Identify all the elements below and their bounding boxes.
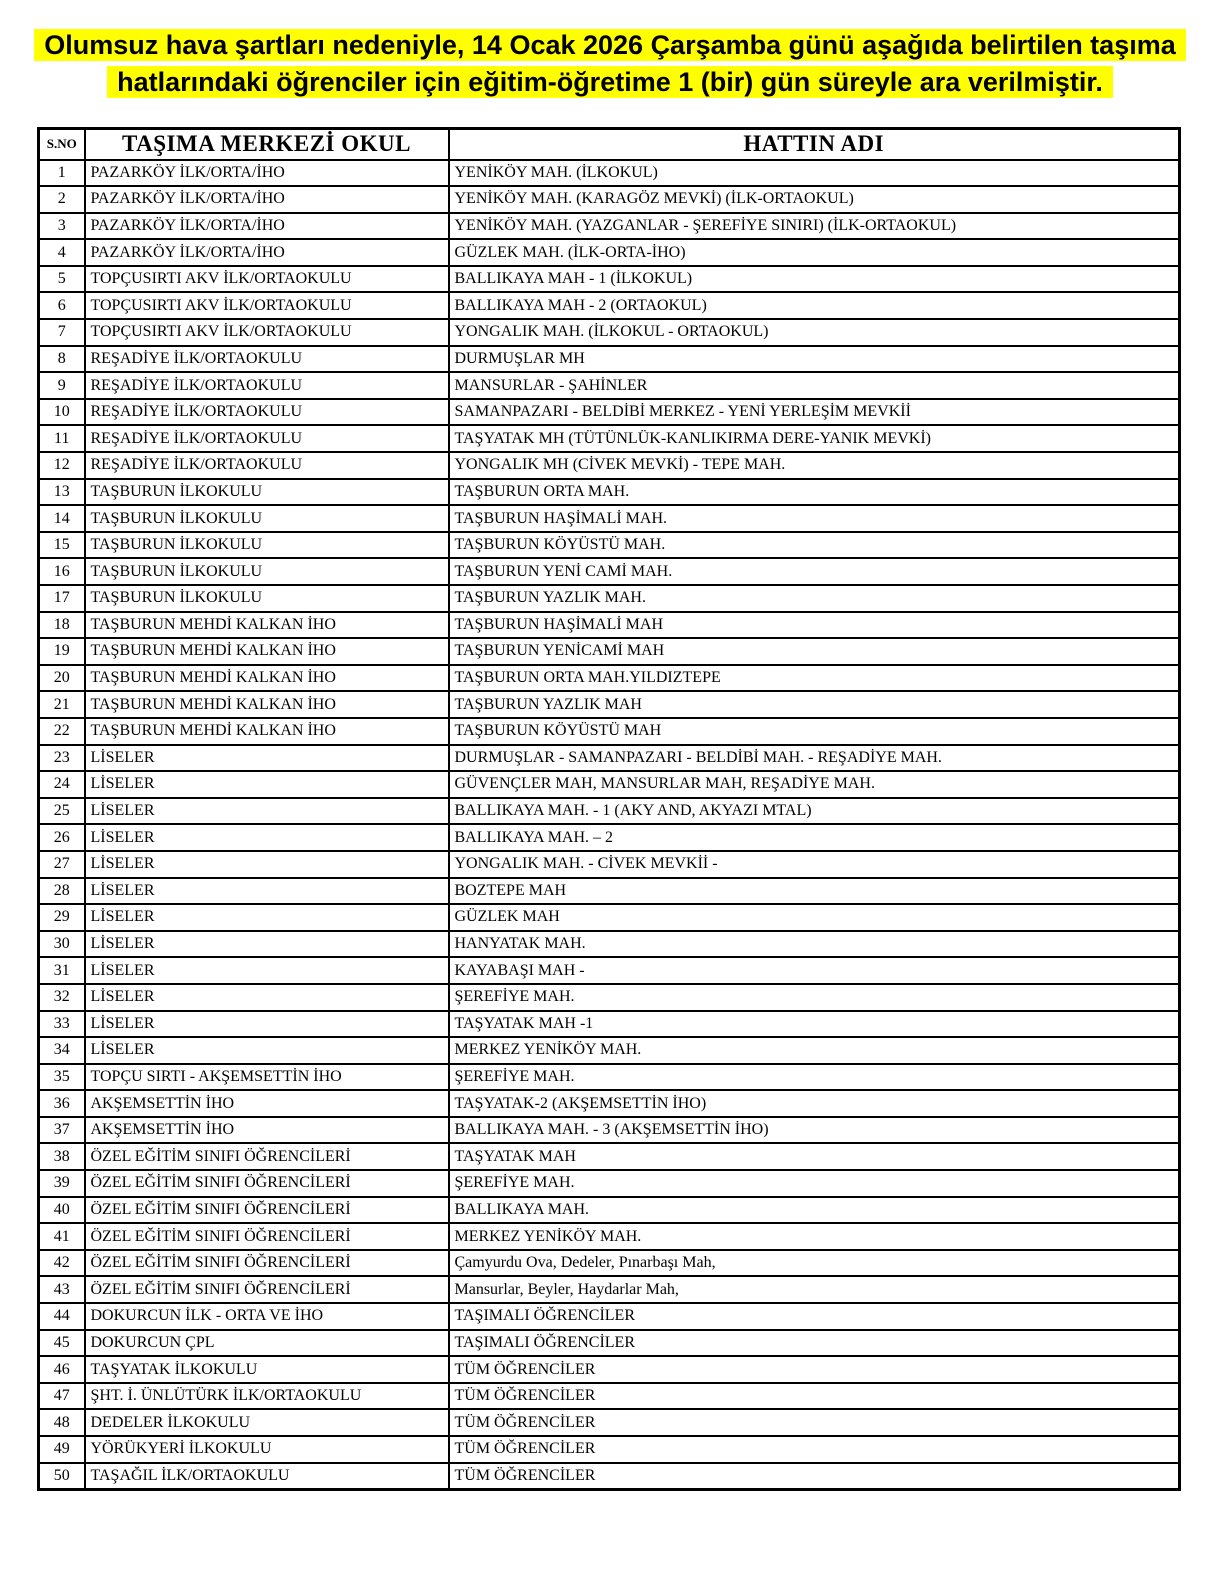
table-row — [39, 479, 1180, 506]
line-name-cell: YONGALIK MAH. - CİVEK MEVKİİ - — [449, 851, 1180, 878]
table-row — [39, 239, 1180, 266]
table-row — [39, 372, 1180, 399]
line-name-cell: KAYABAŞI MAH - — [449, 957, 1180, 984]
line-name-cell: TÜM ÖĞRENCİLER — [449, 1383, 1180, 1410]
school-cell: TAŞBURUN İLKOKULU — [85, 505, 449, 532]
header-serial-number: S.NO — [39, 129, 85, 160]
table-row — [39, 1303, 1180, 1330]
line-name-cell: YONGALIK MAH. (İLKOKUL - ORTAOKUL) — [449, 319, 1180, 346]
table-header — [39, 129, 1180, 160]
table-row — [39, 1117, 1180, 1144]
line-name-cell: TAŞBURUN HAŞİMALİ MAH. — [449, 505, 1180, 532]
school-cell: ÖZEL EĞİTİM SINIFI ÖĞRENCİLERİ — [85, 1197, 449, 1224]
school-cell: LİSELER — [85, 1037, 449, 1064]
line-name-cell: YENİKÖY MAH. (KARAGÖZ MEVKİ) (İLK-ORTAOKUL) — [449, 186, 1180, 213]
table-row — [39, 984, 1180, 1011]
header-central-school: TAŞIMA MERKEZİ OKUL — [85, 129, 449, 160]
line-name-cell: YONGALIK MH (CİVEK MEVKİ) - TEPE MAH. — [449, 452, 1180, 479]
line-name-cell: TAŞBURUN ORTA MAH. — [449, 479, 1180, 506]
serial-number-cell: 29 — [39, 904, 85, 931]
line-name-cell: TAŞBURUN YAZLIK MAH. — [449, 585, 1180, 612]
school-cell: REŞADİYE İLK/ORTAOKULU — [85, 452, 449, 479]
table-row — [39, 931, 1180, 958]
table-row — [39, 346, 1180, 373]
serial-number-cell: 31 — [39, 957, 85, 984]
serial-number-cell: 35 — [39, 1064, 85, 1091]
table-row — [39, 851, 1180, 878]
serial-number-cell: 27 — [39, 851, 85, 878]
line-name-cell: TAŞYATAK MH (TÜTÜNLÜK-KANLIKIRMA DERE-YANIK MEVKİ) — [449, 425, 1180, 452]
school-cell: YÖRÜKYERİ İLKOKULU — [85, 1436, 449, 1463]
line-name-cell: TÜM ÖĞRENCİLER — [449, 1436, 1180, 1463]
table-row — [39, 1356, 1180, 1383]
line-name-cell: TÜM ÖĞRENCİLER — [449, 1463, 1180, 1490]
table-row — [39, 425, 1180, 452]
line-name-cell: MANSURLAR - ŞAHİNLER — [449, 372, 1180, 399]
table-row — [39, 319, 1180, 346]
serial-number-cell: 2 — [39, 186, 85, 213]
line-name-cell: ŞEREFİYE MAH. — [449, 1170, 1180, 1197]
school-cell: LİSELER — [85, 1011, 449, 1038]
line-name-cell: TAŞBURUN YENİ CAMİ MAH. — [449, 558, 1180, 585]
school-cell: TOPÇUSIRTI AKV İLK/ORTAOKULU — [85, 266, 449, 293]
table-row — [39, 1064, 1180, 1091]
school-cell: PAZARKÖY İLK/ORTA/İHO — [85, 186, 449, 213]
table-row — [39, 1383, 1180, 1410]
table-row — [39, 1197, 1180, 1224]
serial-number-cell: 19 — [39, 638, 85, 665]
school-cell: LİSELER — [85, 957, 449, 984]
serial-number-cell: 42 — [39, 1250, 85, 1277]
school-cell: REŞADİYE İLK/ORTAOKULU — [85, 346, 449, 373]
school-cell: TAŞBURUN MEHDİ KALKAN İHO — [85, 718, 449, 745]
school-cell: LİSELER — [85, 771, 449, 798]
school-cell: TAŞBURUN İLKOKULU — [85, 479, 449, 506]
line-name-cell: BALLIKAYA MAH - 2 (ORTAOKUL) — [449, 292, 1180, 319]
school-cell: LİSELER — [85, 984, 449, 1011]
line-name-cell: TAŞBURUN HAŞİMALİ MAH — [449, 612, 1180, 639]
serial-number-cell: 45 — [39, 1330, 85, 1357]
serial-number-cell: 24 — [39, 771, 85, 798]
school-cell: REŞADİYE İLK/ORTAOKULU — [85, 425, 449, 452]
serial-number-cell: 14 — [39, 505, 85, 532]
school-cell: AKŞEMSETTİN İHO — [85, 1117, 449, 1144]
line-name-cell: DURMUŞLAR MH — [449, 346, 1180, 373]
serial-number-cell: 28 — [39, 878, 85, 905]
serial-number-cell: 38 — [39, 1143, 85, 1170]
school-cell: LİSELER — [85, 851, 449, 878]
serial-number-cell: 50 — [39, 1463, 85, 1490]
school-cell: PAZARKÖY İLK/ORTA/İHO — [85, 239, 449, 266]
line-name-cell: GÜZLEK MAH. (İLK-ORTA-İHO) — [449, 239, 1180, 266]
serial-number-cell: 49 — [39, 1436, 85, 1463]
line-name-cell: MERKEZ YENİKÖY MAH. — [449, 1037, 1180, 1064]
serial-number-cell: 44 — [39, 1303, 85, 1330]
line-name-cell: TAŞBURUN KÖYÜSTÜ MAH. — [449, 532, 1180, 559]
line-name-cell: BALLIKAYA MAH. – 2 — [449, 824, 1180, 851]
serial-number-cell: 46 — [39, 1356, 85, 1383]
school-cell: LİSELER — [85, 878, 449, 905]
serial-number-cell: 20 — [39, 665, 85, 692]
serial-number-cell: 18 — [39, 612, 85, 639]
school-cell: ÖZEL EĞİTİM SINIFI ÖĞRENCİLERİ — [85, 1170, 449, 1197]
table-row — [39, 1276, 1180, 1303]
school-cell: TAŞYATAK İLKOKULU — [85, 1356, 449, 1383]
serial-number-cell: 6 — [39, 292, 85, 319]
serial-number-cell: 21 — [39, 691, 85, 718]
serial-number-cell: 26 — [39, 824, 85, 851]
school-cell: ÖZEL EĞİTİM SINIFI ÖĞRENCİLERİ — [85, 1276, 449, 1303]
table-row — [39, 957, 1180, 984]
table-row — [39, 612, 1180, 639]
school-cell: LİSELER — [85, 904, 449, 931]
table-row — [39, 718, 1180, 745]
line-name-cell: TAŞYATAK-2 (AKŞEMSETTİN İHO) — [449, 1090, 1180, 1117]
school-cell: TAŞBURUN İLKOKULU — [85, 532, 449, 559]
line-name-cell: TAŞBURUN YENİCAMİ MAH — [449, 638, 1180, 665]
school-cell: DOKURCUN ÇPL — [85, 1330, 449, 1357]
school-cell: AKŞEMSETTİN İHO — [85, 1090, 449, 1117]
table-row — [39, 505, 1180, 532]
school-cell: LİSELER — [85, 824, 449, 851]
table-row — [39, 824, 1180, 851]
serial-number-cell: 37 — [39, 1117, 85, 1144]
serial-number-cell: 3 — [39, 213, 85, 240]
school-cell: ŞHT. İ. ÜNLÜTÜRK İLK/ORTAOKULU — [85, 1383, 449, 1410]
serial-number-cell: 8 — [39, 346, 85, 373]
school-cell: DEDELER İLKOKULU — [85, 1409, 449, 1436]
table-row — [39, 213, 1180, 240]
table-row — [39, 1463, 1180, 1490]
table-row — [39, 585, 1180, 612]
school-cell: TAŞBURUN MEHDİ KALKAN İHO — [85, 665, 449, 692]
school-cell: PAZARKÖY İLK/ORTA/İHO — [85, 160, 449, 187]
school-cell: REŞADİYE İLK/ORTAOKULU — [85, 372, 449, 399]
table-row — [39, 1223, 1180, 1250]
school-cell: PAZARKÖY İLK/ORTA/İHO — [85, 213, 449, 240]
school-cell: ÖZEL EĞİTİM SINIFI ÖĞRENCİLERİ — [85, 1143, 449, 1170]
line-name-cell: TÜM ÖĞRENCİLER — [449, 1409, 1180, 1436]
serial-number-cell: 30 — [39, 931, 85, 958]
line-name-cell: YENİKÖY MAH. (YAZGANLAR - ŞEREFİYE SINIRI) (İLK-ORTAOKUL) — [449, 213, 1180, 240]
header-line-name: HATTIN ADI — [449, 129, 1180, 160]
line-name-cell: Çamyurdu Ova, Dedeler, Pınarbaşı Mah, — [449, 1250, 1180, 1277]
line-name-cell: BALLIKAYA MAH. - 1 (AKY AND, AKYAZI MTAL) — [449, 798, 1180, 825]
line-name-cell: TAŞYATAK MAH — [449, 1143, 1180, 1170]
school-cell: REŞADİYE İLK/ORTAOKULU — [85, 399, 449, 426]
serial-number-cell: 13 — [39, 479, 85, 506]
line-name-cell: GÜVENÇLER MAH, MANSURLAR MAH, REŞADİYE MAH. — [449, 771, 1180, 798]
table-row — [39, 532, 1180, 559]
line-name-cell: Mansurlar, Beyler, Haydarlar Mah, — [449, 1276, 1180, 1303]
serial-number-cell: 41 — [39, 1223, 85, 1250]
line-name-cell: YENİKÖY MAH. (İLKOKUL) — [449, 160, 1180, 187]
table-row — [39, 1011, 1180, 1038]
school-cell: TAŞBURUN İLKOKULU — [85, 585, 449, 612]
school-cell: ÖZEL EĞİTİM SINIFI ÖĞRENCİLERİ — [85, 1223, 449, 1250]
transport-routes-table — [37, 127, 1181, 1491]
table-row — [39, 292, 1180, 319]
school-cell: TAŞBURUN MEHDİ KALKAN İHO — [85, 691, 449, 718]
announcement-line-1: Olumsuz hava şartları nedeniyle, 14 Ocak 2026 Çarşamba günü aşağıda belirtilen taşıma — [34, 29, 1185, 61]
table-row — [39, 1037, 1180, 1064]
announcement-line-2: hatlarındaki öğrenciler için eğitim-öğretime 1 (bir) gün süreyle ara verilmiştir. — [107, 66, 1113, 98]
serial-number-cell: 34 — [39, 1037, 85, 1064]
school-cell: TAŞAĞIL İLK/ORTAOKULU — [85, 1463, 449, 1490]
table-row — [39, 1330, 1180, 1357]
table-row — [39, 665, 1180, 692]
line-name-cell: TAŞBURUN YAZLIK MAH — [449, 691, 1180, 718]
table-row — [39, 771, 1180, 798]
line-name-cell: TAŞIMALI ÖĞRENCİLER — [449, 1303, 1180, 1330]
table-row — [39, 798, 1180, 825]
line-name-cell: TAŞBURUN ORTA MAH.YILDIZTEPE — [449, 665, 1180, 692]
table-row — [39, 745, 1180, 772]
table-row — [39, 1436, 1180, 1463]
serial-number-cell: 39 — [39, 1170, 85, 1197]
serial-number-cell: 12 — [39, 452, 85, 479]
table-row — [39, 399, 1180, 426]
serial-number-cell: 32 — [39, 984, 85, 1011]
table-row — [39, 1143, 1180, 1170]
serial-number-cell: 16 — [39, 558, 85, 585]
serial-number-cell: 1 — [39, 160, 85, 187]
table-row — [39, 1090, 1180, 1117]
line-name-cell: BOZTEPE MAH — [449, 878, 1180, 905]
school-cell: TOPÇU SIRTI - AKŞEMSETTİN İHO — [85, 1064, 449, 1091]
table-row — [39, 638, 1180, 665]
serial-number-cell: 11 — [39, 425, 85, 452]
school-cell: LİSELER — [85, 931, 449, 958]
table-row — [39, 558, 1180, 585]
school-cell: TOPÇUSIRTI AKV İLK/ORTAOKULU — [85, 292, 449, 319]
school-cell: TAŞBURUN İLKOKULU — [85, 558, 449, 585]
serial-number-cell: 15 — [39, 532, 85, 559]
school-cell: TAŞBURUN MEHDİ KALKAN İHO — [85, 638, 449, 665]
serial-number-cell: 22 — [39, 718, 85, 745]
table-row — [39, 691, 1180, 718]
line-name-cell: TÜM ÖĞRENCİLER — [449, 1356, 1180, 1383]
line-name-cell: ŞEREFİYE MAH. — [449, 984, 1180, 1011]
table-row — [39, 160, 1180, 187]
serial-number-cell: 40 — [39, 1197, 85, 1224]
school-cell: ÖZEL EĞİTİM SINIFI ÖĞRENCİLERİ — [85, 1250, 449, 1277]
school-cell: LİSELER — [85, 745, 449, 772]
line-name-cell: MERKEZ YENİKÖY MAH. — [449, 1223, 1180, 1250]
table-row — [39, 452, 1180, 479]
table-row — [39, 1250, 1180, 1277]
table-header-row — [39, 129, 1180, 160]
table-row — [39, 266, 1180, 293]
table-row — [39, 1409, 1180, 1436]
serial-number-cell: 23 — [39, 745, 85, 772]
line-name-cell: TAŞYATAK MAH -1 — [449, 1011, 1180, 1038]
line-name-cell: ŞEREFİYE MAH. — [449, 1064, 1180, 1091]
line-name-cell: HANYATAK MAH. — [449, 931, 1180, 958]
school-cell: DOKURCUN İLK - ORTA VE İHO — [85, 1303, 449, 1330]
serial-number-cell: 33 — [39, 1011, 85, 1038]
serial-number-cell: 36 — [39, 1090, 85, 1117]
table-body — [39, 160, 1180, 1490]
serial-number-cell: 47 — [39, 1383, 85, 1410]
line-name-cell: DURMUŞLAR - SAMANPAZARI - BELDİBİ MAH. - REŞADİYE MAH. — [449, 745, 1180, 772]
serial-number-cell: 48 — [39, 1409, 85, 1436]
school-cell: TAŞBURUN MEHDİ KALKAN İHO — [85, 612, 449, 639]
serial-number-cell: 7 — [39, 319, 85, 346]
line-name-cell: TAŞBURUN KÖYÜSTÜ MAH — [449, 718, 1180, 745]
serial-number-cell: 25 — [39, 798, 85, 825]
line-name-cell: GÜZLEK MAH — [449, 904, 1180, 931]
line-name-cell: BALLIKAYA MAH. — [449, 1197, 1180, 1224]
line-name-cell: TAŞIMALI ÖĞRENCİLER — [449, 1330, 1180, 1357]
line-name-cell: BALLIKAYA MAH - 1 (İLKOKUL) — [449, 266, 1180, 293]
serial-number-cell: 17 — [39, 585, 85, 612]
table-row — [39, 1170, 1180, 1197]
serial-number-cell: 9 — [39, 372, 85, 399]
serial-number-cell: 43 — [39, 1276, 85, 1303]
line-name-cell: BALLIKAYA MAH. - 3 (AKŞEMSETTİN İHO) — [449, 1117, 1180, 1144]
serial-number-cell: 4 — [39, 239, 85, 266]
table-row — [39, 878, 1180, 905]
school-cell: LİSELER — [85, 798, 449, 825]
serial-number-cell: 10 — [39, 399, 85, 426]
school-cell: TOPÇUSIRTI AKV İLK/ORTAOKULU — [85, 319, 449, 346]
line-name-cell: SAMANPAZARI - BELDİBİ MERKEZ - YENİ YERLEŞİM MEVKİİ — [449, 399, 1180, 426]
serial-number-cell: 5 — [39, 266, 85, 293]
table-row — [39, 186, 1180, 213]
table-row — [39, 904, 1180, 931]
announcement-title — [0, 0, 1220, 101]
